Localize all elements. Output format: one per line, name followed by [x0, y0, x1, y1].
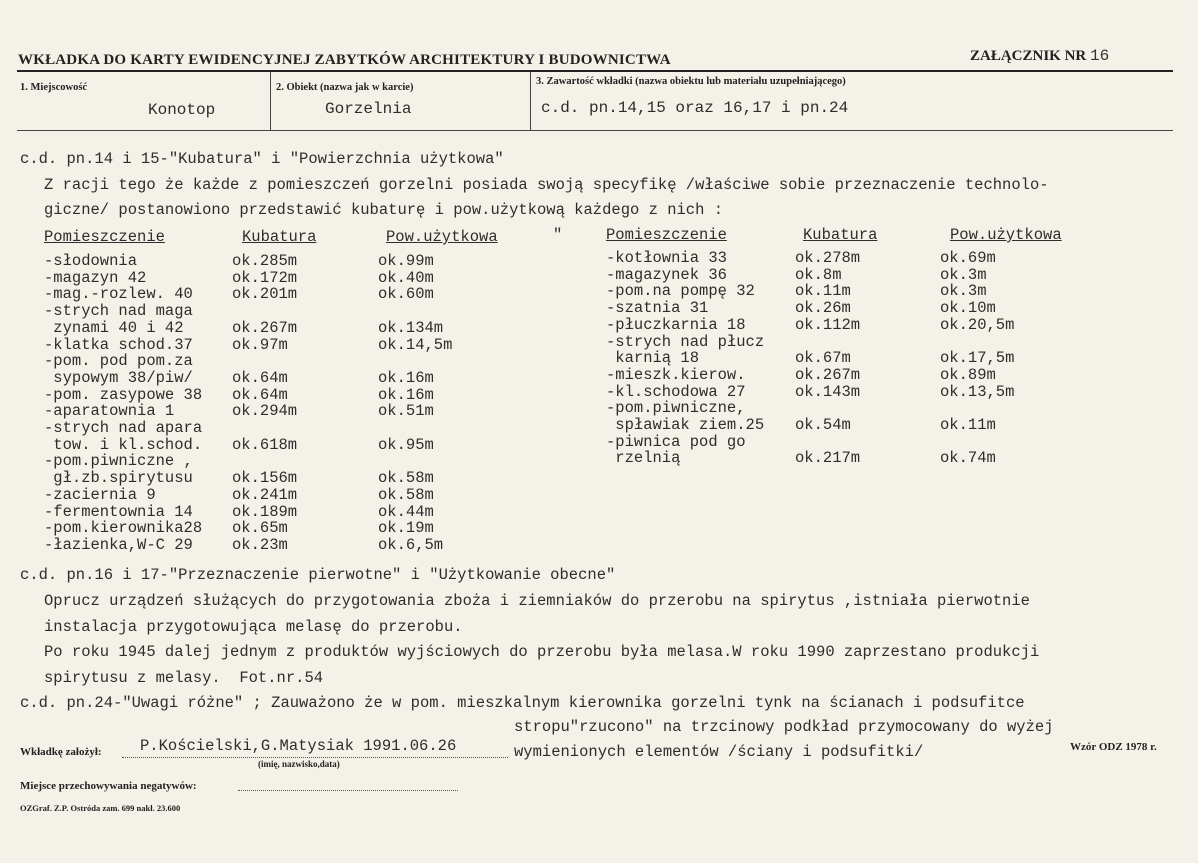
room-area: ok.20,5m — [940, 315, 1015, 334]
section-1-intro-line-1: Z racji tego że każde z pomieszczeń gorzelni posiada swoją specyfikę /właściwe sobie przeznaczenie technolo- — [44, 176, 1049, 194]
field-divider-1 — [270, 72, 271, 130]
author-dotted-line — [122, 757, 508, 758]
room-area: ok.60m — [378, 285, 434, 304]
room-name: -kotłownia 33 — [606, 249, 727, 267]
room-volume: ok.294m — [232, 402, 298, 421]
field-2-label: 2. Obiekt (nazwa jak w karcie) — [276, 82, 414, 93]
room-area: ok.58m — [378, 485, 434, 504]
room-name: -strych nad płucz — [606, 332, 765, 351]
right-header-area: Pow.użytkowa — [950, 226, 1062, 244]
room-volume: ok.64m — [232, 368, 288, 387]
room-name: -płuczkarnia 18 — [606, 315, 746, 334]
fields-rule — [17, 130, 1173, 131]
room-area: ok.95m — [378, 435, 434, 454]
room-name: tow. i kl.schod. — [44, 435, 203, 454]
left-header-volume: Kubatura — [242, 228, 317, 246]
room-area: ok.74m — [940, 449, 996, 468]
room-area: ok.16m — [378, 385, 434, 404]
room-name: rzelnią — [606, 449, 681, 468]
room-volume: ok.8m — [795, 265, 842, 284]
room-name: -mag.-rozlew. 40 — [44, 285, 193, 304]
room-volume: ok.156m — [232, 469, 298, 488]
header-rule — [17, 70, 1173, 72]
room-volume: ok.64m — [232, 385, 288, 404]
room-area: ok.134m — [378, 318, 444, 337]
room-area: ok.58m — [378, 469, 434, 488]
section-2-para-1-line-1: Oprucz urządzeń służących do przygotowania zboża i ziemniaków do przerobu na spirytus ,istniała pierwotnie — [44, 592, 1030, 610]
room-volume: ok.112m — [795, 315, 861, 334]
room-volume: ok.26m — [795, 299, 851, 318]
attachment-number-value: 16 — [1090, 47, 1110, 65]
room-volume: ok.11m — [795, 282, 851, 301]
printer-info: OZGraf. Z.P. Ostróda zam. 699 nakł. 23.600 — [20, 803, 181, 813]
room-name: -pom.kierownika28 — [44, 519, 203, 538]
room-name: sypowym 38/piw/ — [44, 368, 193, 387]
negatives-storage-dotted-line — [238, 790, 458, 791]
room-name: -klatka schod.37 — [44, 335, 193, 354]
room-volume: ok.278m — [795, 249, 861, 267]
room-area: ok.69m — [940, 249, 996, 267]
form-code: Wzór ODZ 1978 r. — [1070, 741, 1157, 753]
room-name: -piwnica pod go — [606, 432, 746, 451]
left-header-area: Pow.użytkowa — [386, 228, 498, 246]
room-name: karnią 18 — [606, 349, 700, 368]
author-label: Wkładkę założył: — [20, 746, 102, 758]
room-volume: ok.97m — [232, 335, 288, 354]
field-1-label: 1. Miejscowość — [20, 82, 88, 93]
field-2-value: Gorzelnia — [325, 100, 412, 118]
room-area: ok.3m — [940, 282, 987, 301]
room-area: ok.11m — [940, 416, 996, 434]
room-volume: ok.201m — [232, 285, 298, 304]
room-volume: ok.65m — [232, 519, 288, 538]
room-name: -aparatownia 1 — [44, 402, 175, 421]
card-title: WKŁADKA DO KARTY EWIDENCYJNEJ ZABYTKÓW ARCHITEKTURY I BUDOWNICTWA — [18, 52, 671, 68]
room-name: -magazyn 42 — [44, 268, 147, 287]
author-value: P.Kościelski,G.Matysiak 1991.06.26 — [140, 737, 457, 755]
room-area: ok.17,5m — [940, 349, 1015, 368]
room-volume: ok.285m — [232, 252, 298, 270]
room-area: ok.14,5m — [378, 335, 453, 354]
author-caption: (imię, nazwisko,data) — [258, 759, 340, 769]
room-volume: ok.267m — [232, 318, 298, 337]
room-volume: ok.54m — [795, 416, 851, 434]
room-volume: ok.618m — [232, 435, 298, 454]
room-name: -pom.piwniczne , — [44, 452, 193, 471]
room-volume: ok.189m — [232, 502, 298, 521]
section-2-para-1-line-2: instalacja przygotowująca melasę do przerobu. — [44, 618, 463, 636]
room-name: -szatnia 31 — [606, 299, 709, 318]
room-volume: ok.217m — [795, 449, 861, 468]
room-volume: ok.143m — [795, 382, 861, 401]
room-name: -fermentownia 14 — [44, 502, 193, 521]
room-name: -mieszk.kierow. — [606, 365, 746, 384]
section-3-line-2: stropu"rzucono" na trzcinowy podkład przymocowany do wyżej — [514, 718, 1054, 736]
room-area: ok.51m — [378, 402, 434, 421]
field-3-label: 3. Zawartość wkładki (nazwa obiektu lub materiału uzupełniającego) — [536, 76, 846, 87]
room-name: -magazynek 36 — [606, 265, 727, 284]
room-area: ok.44m — [378, 502, 434, 521]
room-name: -zaciernia 9 — [44, 485, 156, 504]
room-name: -pom. zasypowe 38 — [44, 385, 203, 404]
room-name: -pom. pod pom.za — [44, 352, 193, 371]
field-1-value: Konotop — [148, 101, 216, 119]
room-name: -słodownia — [44, 252, 138, 270]
room-volume: ok.241m — [232, 485, 298, 504]
room-name: -kl.schodowa 27 — [606, 382, 746, 401]
section-2-heading: c.d. pn.16 i 17-"Przeznaczenie pierwotne" i "Użytkowanie obecne" — [20, 566, 616, 584]
room-name: -pom.na pompę 32 — [606, 282, 755, 301]
room-name: -łazienka,W-C 29 — [44, 535, 193, 554]
section-1-heading: c.d. pn.14 i 15-"Kubatura" i "Powierzchnia użytkowa" — [20, 150, 504, 168]
room-name: zynami 40 i 42 — [44, 318, 184, 337]
field-divider-2 — [530, 72, 531, 130]
room-name: spławiak ziem.25 — [606, 416, 765, 434]
room-area: ok.10m — [940, 299, 996, 318]
room-volume: ok.267m — [795, 365, 861, 384]
room-volume: ok.172m — [232, 268, 298, 287]
room-area: ok.6,5m — [378, 535, 444, 554]
section-1-intro-line-2: giczne/ postanowiono przedstawić kubaturę i pow.użytkową każdego z nich : — [44, 201, 724, 219]
section-3-line-1: c.d. pn.24-"Uwagi różne" ; Zauważono że w pom. mieszkalnym kierownika gorzelni tynk na ścianach i podsufitce — [20, 694, 1025, 712]
room-area: ok.16m — [378, 368, 434, 387]
room-area: ok.3m — [940, 265, 987, 284]
room-area: ok.40m — [378, 268, 434, 287]
section-2-para-2-line-2: spirytusu z melasy. Fot.nr.54 — [44, 669, 324, 687]
attachment-number — [970, 47, 1109, 65]
room-name: -strych nad apara — [44, 419, 203, 437]
right-header-room: Pomieszczenie — [606, 226, 727, 244]
room-volume: ok.67m — [795, 349, 851, 368]
room-area: ok.13,5m — [940, 382, 1015, 401]
attachment-label: ZAŁĄCZNIK NR — [970, 48, 1087, 64]
right-header-volume: Kubatura — [803, 226, 878, 244]
room-area: ok.19m — [378, 519, 434, 538]
room-name: -strych nad maga — [44, 302, 193, 321]
section-3-line-3: wymienionych elementów /ściany i podsufitki/ — [514, 743, 924, 761]
room-area: ok.89m — [940, 365, 996, 384]
negatives-storage-label: Miejsce przechowywania negatywów: — [20, 780, 197, 792]
room-volume: ok.23m — [232, 535, 288, 554]
table-column-separator: " — [553, 226, 563, 244]
room-area: ok.99m — [378, 252, 434, 270]
room-name: -pom.piwniczne, — [606, 399, 746, 418]
room-name: gł.zb.spirytusu — [44, 469, 193, 488]
section-2-para-2-line-1: Po roku 1945 dalej jednym z produktów wyjściowych do przerobu była melasa.W roku 1990 zaprzestano produkcji — [44, 643, 1040, 661]
field-3-value: c.d. pn.14,15 oraz 16,17 i pn.24 — [541, 99, 849, 117]
left-header-room: Pomieszczenie — [44, 228, 165, 246]
